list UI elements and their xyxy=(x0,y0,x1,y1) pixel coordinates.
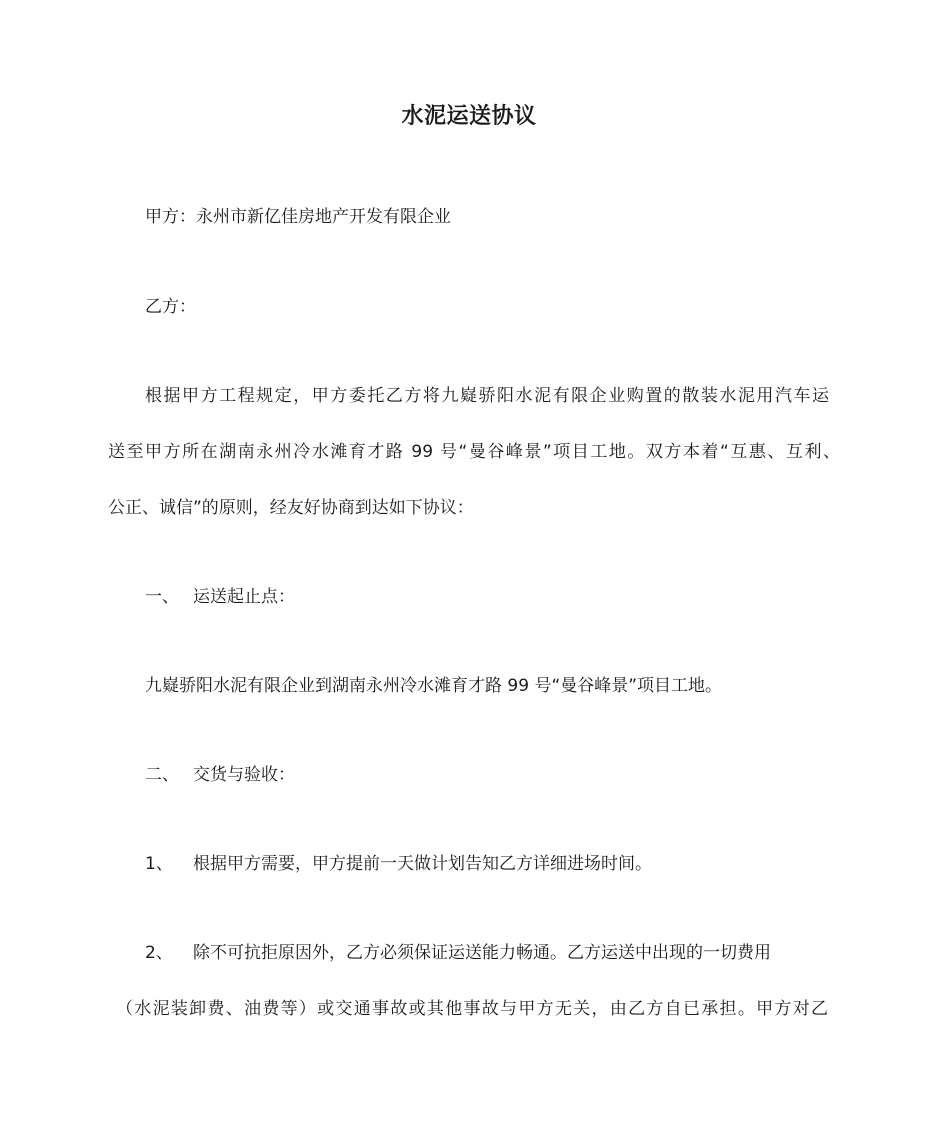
section-1-number: 一、 xyxy=(145,587,179,607)
section-2-number: 二、 xyxy=(145,765,179,785)
intro-line-2: 送至甲方所在湖南永州冷水滩育才路 99 号“曼谷峰景”项目工地。双方本着“互惠、互利、 xyxy=(108,442,840,462)
item-1-text: 根据甲方需要，甲方提前一天做计划告知乙方详细进场时间。 xyxy=(193,854,652,874)
section-1-heading xyxy=(145,585,295,609)
item-2-text-line-2: （水泥装卸费、油费等）或交通事故或其他事故与甲方无关，由乙方自已承担。甲方对乙 xyxy=(116,999,828,1019)
section-2-heading xyxy=(145,763,295,787)
section-2-title: 交货与验收： xyxy=(193,765,295,785)
item-2-text-line-1: 除不可抗拒原因外，乙方必须保证运送能力畅通。乙方运送中出现的一切费用 xyxy=(193,943,771,963)
party-a-line: 甲方：永州市新亿佳房地产开发有限企业 xyxy=(145,207,451,227)
intro-line-3: 公正、诚信”的原则，经友好协商到达如下协议： xyxy=(108,498,474,518)
item-1-number: 1、 xyxy=(145,854,173,874)
section-2-item-1 xyxy=(145,852,652,876)
party-b-line: 乙方： xyxy=(145,297,196,317)
item-2-number: 2、 xyxy=(145,943,173,963)
section-1-title: 运送起止点： xyxy=(193,587,295,607)
intro-line-1: 根据甲方工程规定，甲方委托乙方将九嶷骄阳水泥有限企业购置的散装水泥用汽车运 xyxy=(145,386,829,406)
section-1-body: 九嶷骄阳水泥有限企业到湖南永州冷水滩育才路 99 号“曼谷峰景”项目工地。 xyxy=(145,676,723,696)
section-2-item-2 xyxy=(145,941,771,965)
document-title: 水泥运送协议 xyxy=(401,104,537,129)
